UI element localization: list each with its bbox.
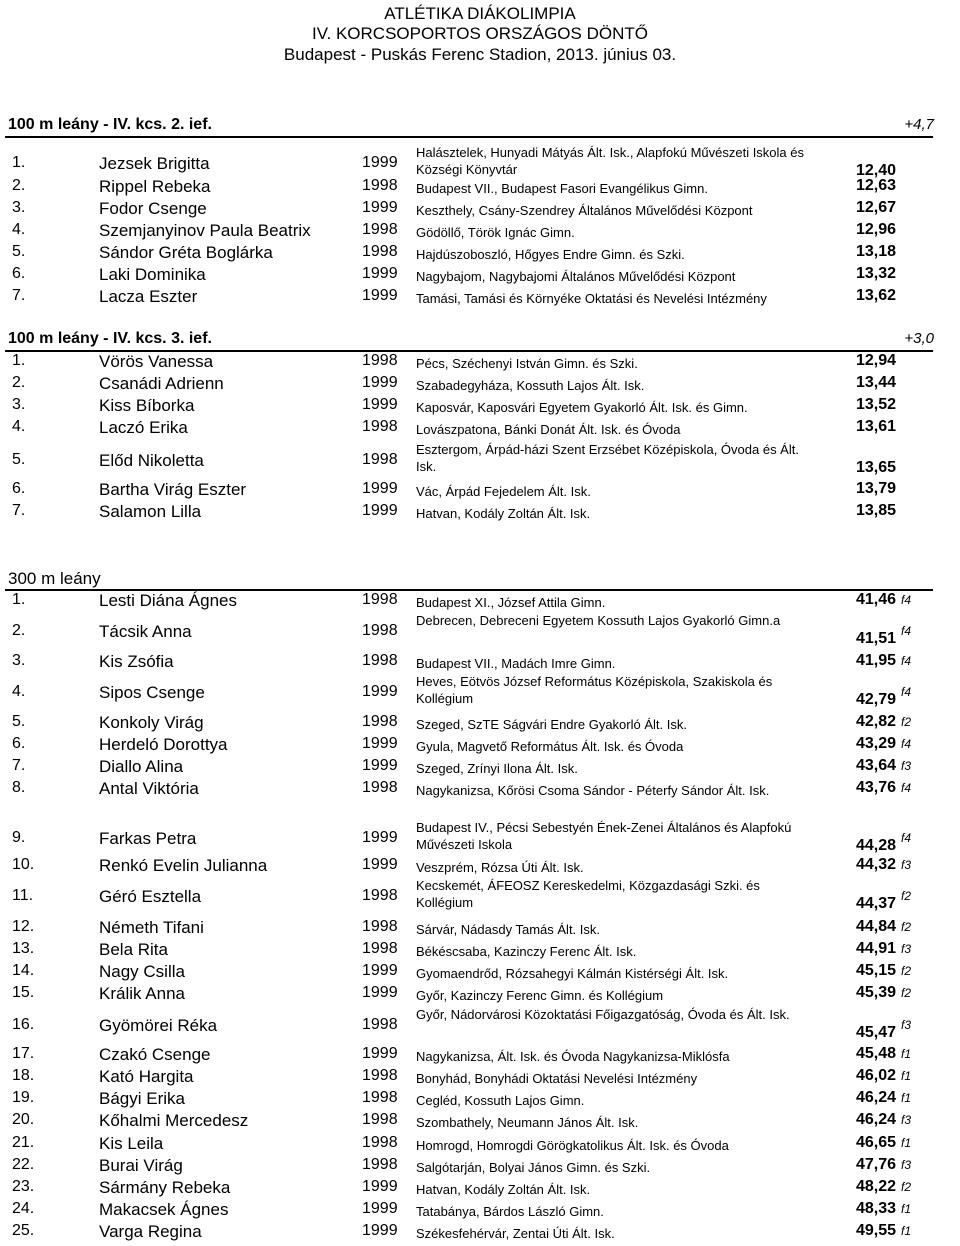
result-time: 45,48 — [855, 1045, 896, 1062]
heat-flag: f4 — [901, 737, 912, 751]
result-time: 46,24 — [855, 1111, 896, 1128]
school-name: Veszprém, Rózsa Úti Ált. Isk. — [416, 860, 584, 875]
athlete-name: Sipos Csenge — [99, 683, 205, 702]
school-name: Hajdúszoboszló, Hőgyes Endre Gimn. és Szki. — [416, 247, 685, 262]
rank: 1. — [12, 154, 26, 171]
rank: 15. — [12, 984, 35, 1001]
athlete-name: Fodor Csenge — [99, 199, 207, 218]
result-row — [0, 940, 960, 962]
section-title: 100 m leány - IV. kcs. 2. ief. — [8, 116, 212, 133]
heat-flag: f1 — [901, 1202, 912, 1216]
school-name: Gödöllő, Török Ignác Gimn. — [416, 225, 575, 240]
result-row — [0, 673, 960, 711]
event-subtitle: IV. KORCSOPORTOS ORSZÁGOS DÖNTŐ — [312, 24, 648, 43]
wind-reading: +3,0 — [904, 330, 934, 347]
result-row — [0, 1045, 960, 1067]
result-time: 46,65 — [855, 1134, 896, 1151]
result-time: 13,44 — [855, 374, 896, 391]
rank: 4. — [12, 683, 26, 700]
athlete-name: Előd Nikoletta — [99, 451, 204, 470]
birth-year: 1999 — [362, 1178, 398, 1195]
birth-year: 1998 — [362, 652, 398, 669]
result-row — [0, 779, 960, 801]
heat-flag: f2 — [901, 964, 912, 978]
school-name: Pécs, Széchenyi István Gimn. és Szki. — [416, 356, 638, 371]
rank: 3. — [12, 396, 26, 413]
heat-flag: f3 — [901, 1113, 912, 1127]
rank: 19. — [12, 1089, 35, 1106]
school-name: Szombathely, Neumann János Ált. Isk. — [416, 1115, 639, 1130]
school-name: Salgótarján, Bolyai János Gimn. és Szki. — [416, 1160, 651, 1175]
result-time: 44,37 — [855, 895, 896, 912]
result-row — [0, 757, 960, 779]
result-time: 46,24 — [855, 1089, 896, 1106]
rank: 17. — [12, 1045, 35, 1062]
result-time: 45,15 — [855, 962, 896, 979]
result-time: 45,47 — [855, 1024, 896, 1041]
athlete-name: Sándor Gréta Boglárka — [99, 243, 273, 262]
birth-year: 1999 — [362, 962, 398, 979]
result-time: 13,52 — [855, 396, 896, 413]
birth-year: 1999 — [362, 374, 398, 391]
birth-year: 1998 — [362, 1134, 398, 1151]
result-row — [0, 199, 960, 221]
result-time: 13,61 — [855, 418, 896, 435]
school-name: Gyomaendrőd, Rózsahegyi Kálmán Kistérségi Ált. Isk. — [416, 966, 729, 981]
heat-flag: f2 — [901, 986, 912, 1000]
birth-year: 1999 — [362, 757, 398, 774]
heat-flag: f1 — [901, 1091, 912, 1105]
athlete-name: Antal Viktória — [99, 779, 199, 798]
athlete-name: Rippel Rebeka — [99, 177, 211, 196]
athlete-name: Diallo Alina — [99, 757, 184, 776]
result-row — [0, 1156, 960, 1178]
heat-flag: f4 — [901, 831, 912, 845]
birth-year: 1999 — [362, 829, 398, 846]
school-name: Sárvár, Nádasdy Tamás Ált. Isk. — [416, 922, 600, 937]
rank: 14. — [12, 962, 35, 979]
result-row — [0, 1222, 960, 1244]
birth-year: 1998 — [362, 177, 398, 194]
rank: 7. — [12, 757, 26, 774]
athlete-name: Szemjanyinov Paula Beatrix — [99, 221, 311, 240]
athlete-name: Konkoly Virág — [99, 713, 204, 732]
result-row — [0, 877, 960, 915]
result-row — [0, 713, 960, 735]
athlete-name: Lacza Eszter — [99, 287, 198, 306]
result-time: 13,65 — [855, 459, 896, 476]
school-name: Nagykanizsa, Kőrösi Csoma Sándor - Péterfy Sándor Ált. Isk. — [416, 783, 770, 798]
school-name: Cegléd, Kossuth Lajos Gimn. — [416, 1093, 585, 1108]
birth-year: 1999 — [362, 984, 398, 1001]
birth-year: 1998 — [362, 622, 398, 639]
result-time: 41,46 — [855, 591, 896, 608]
heat-flag: f1 — [901, 1224, 912, 1238]
school-name: Nagybajom, Nagybajomi Általános Művelődési Központ — [416, 269, 736, 284]
result-row — [0, 1006, 960, 1044]
athlete-name: Bágyi Erika — [99, 1089, 185, 1108]
section-divider — [5, 136, 933, 138]
result-row — [0, 1067, 960, 1089]
school-name: Kaposvár, Kaposvári Egyetem Gyakorló Ált. Isk. és Gimn. — [416, 400, 748, 415]
school-name: Heves, Eötvös József Református Középiskola, Szakiskola és Kollégium — [416, 674, 773, 706]
rank: 13. — [12, 940, 35, 957]
heat-flag: f3 — [901, 759, 912, 773]
birth-year: 1998 — [362, 918, 398, 935]
athlete-name: Salamon Lilla — [99, 502, 202, 521]
athlete-name: Kató Hargita — [99, 1067, 194, 1086]
result-row — [0, 418, 960, 440]
rank: 5. — [12, 451, 26, 468]
birth-year: 1998 — [362, 243, 398, 260]
result-time: 13,85 — [855, 502, 896, 519]
result-time: 42,82 — [855, 713, 896, 730]
athlete-name: Renkó Evelin Julianna — [99, 856, 268, 875]
athlete-name: Jezsek Brigitta — [99, 154, 210, 173]
athlete-name: Németh Tifani — [99, 918, 204, 937]
birth-year: 1998 — [362, 1156, 398, 1173]
event-title: ATLÉTIKA DIÁKOLIMPIA — [384, 4, 576, 23]
athlete-name: Géró Esztella — [99, 887, 202, 906]
birth-year: 1999 — [362, 502, 398, 519]
result-row — [0, 352, 960, 374]
heat-flag: f4 — [901, 624, 912, 638]
result-time: 45,39 — [855, 984, 896, 1001]
birth-year: 1998 — [362, 1089, 398, 1106]
result-time: 44,91 — [855, 940, 896, 957]
athlete-name: Makacsek Ágnes — [99, 1200, 229, 1219]
athlete-name: Czakó Csenge — [99, 1045, 211, 1064]
rank: 1. — [12, 352, 26, 369]
school-name: Szeged, SzTE Ságvári Endre Gyakorló Ált. Isk. — [416, 717, 687, 732]
school-name: Budapest VII., Budapest Fasori Evangélikus Gimn. — [416, 181, 708, 196]
athlete-name: Burai Virág — [99, 1156, 183, 1175]
result-time: 13,32 — [855, 265, 896, 282]
result-time: 12,96 — [855, 221, 896, 238]
birth-year: 1999 — [362, 1222, 398, 1239]
rank: 8. — [12, 779, 26, 796]
birth-year: 1998 — [362, 779, 398, 796]
birth-year: 1998 — [362, 221, 398, 238]
result-row — [0, 819, 960, 857]
result-row — [0, 243, 960, 265]
rank: 3. — [12, 199, 26, 216]
result-time: 12,67 — [855, 199, 896, 216]
rank: 4. — [12, 221, 26, 238]
result-row — [0, 1111, 960, 1133]
result-time: 48,22 — [855, 1178, 896, 1195]
birth-year: 1999 — [362, 856, 398, 873]
athlete-name: Gyömörei Réka — [99, 1016, 218, 1035]
result-time: 41,51 — [855, 630, 896, 647]
athlete-name: Kiss Bíborka — [99, 396, 195, 415]
rank: 7. — [12, 502, 26, 519]
rank: 5. — [12, 243, 26, 260]
birth-year: 1998 — [362, 352, 398, 369]
school-name: Békéscsaba, Kazinczy Ferenc Ált. Isk. — [416, 944, 637, 959]
result-time: 43,64 — [855, 757, 896, 774]
result-row — [0, 265, 960, 287]
result-row — [0, 962, 960, 984]
athlete-name: Tácsik Anna — [99, 622, 192, 641]
rank: 16. — [12, 1016, 35, 1033]
result-row — [0, 1134, 960, 1156]
athlete-name: Varga Regina — [99, 1222, 202, 1241]
school-name: Vác, Árpád Fejedelem Ált. Isk. — [416, 484, 591, 499]
birth-year: 1998 — [362, 1016, 398, 1033]
heat-flag: f3 — [901, 942, 912, 956]
birth-year: 1999 — [362, 265, 398, 282]
birth-year: 1998 — [362, 418, 398, 435]
result-time: 44,84 — [855, 918, 896, 935]
result-time: 42,79 — [855, 691, 896, 708]
result-time: 13,62 — [855, 287, 896, 304]
athlete-name: Bartha Virág Eszter — [99, 480, 247, 499]
school-name: Tatabánya, Bárdos László Gimn. — [416, 1204, 604, 1219]
rank: 21. — [12, 1134, 35, 1151]
heat-flag: f4 — [901, 781, 912, 795]
school-name: Budapest XI., József Attila Gimn. — [416, 595, 606, 610]
result-row — [0, 984, 960, 1006]
result-row — [0, 441, 960, 479]
rank: 4. — [12, 418, 26, 435]
rank: 2. — [12, 177, 26, 194]
heat-flag: f2 — [901, 1180, 912, 1194]
heat-flag: f4 — [901, 654, 912, 668]
athlete-name: Csanádi Adrienn — [99, 374, 224, 393]
birth-year: 1999 — [362, 735, 398, 752]
athlete-name: Sármány Rebeka — [99, 1178, 231, 1197]
athlete-name: Laczó Erika — [99, 418, 188, 437]
section-title: 300 m leány — [8, 569, 101, 588]
athlete-name: Kőhalmi Mercedesz — [99, 1111, 249, 1130]
birth-year: 1998 — [362, 887, 398, 904]
athlete-name: Farkas Petra — [99, 829, 197, 848]
school-name: Nagykanizsa, Ált. Isk. és Óvoda Nagykanizsa-Miklósfa — [416, 1049, 730, 1064]
result-time: 13,79 — [855, 480, 896, 497]
school-name: Hatvan, Kodály Zoltán Ált. Isk. — [416, 506, 591, 521]
birth-year: 1999 — [362, 154, 398, 171]
school-name: Székesfehérvár, Zentai Úti Ált. Isk. — [416, 1226, 615, 1241]
heat-flag: f1 — [901, 1069, 912, 1083]
school-name: Szabadegyháza, Kossuth Lajos Ált. Isk. — [416, 378, 645, 393]
rank: 2. — [12, 374, 26, 391]
result-row — [0, 1089, 960, 1111]
result-time: 43,29 — [855, 735, 896, 752]
result-time: 41,95 — [855, 652, 896, 669]
rank: 7. — [12, 287, 26, 304]
heat-flag: f1 — [901, 1136, 912, 1150]
result-time: 12,63 — [855, 177, 896, 194]
athlete-name: Králik Anna — [99, 984, 185, 1003]
birth-year: 1998 — [362, 1067, 398, 1084]
heat-flag: f3 — [901, 1158, 912, 1172]
rank: 6. — [12, 735, 26, 752]
school-name: Budapest IV., Pécsi Sebestyén Ének-Zenei Általános és Alapfokú Művészeti Iskola — [416, 820, 792, 852]
birth-year: 1998 — [362, 451, 398, 468]
birth-year: 1999 — [362, 683, 398, 700]
result-row — [0, 396, 960, 418]
birth-year: 1999 — [362, 199, 398, 216]
rank: 10. — [12, 856, 35, 873]
birth-year: 1999 — [362, 1200, 398, 1217]
heat-flag: f1 — [901, 1047, 912, 1061]
rank: 20. — [12, 1111, 35, 1128]
result-time: 12,40 — [855, 162, 896, 179]
result-time: 43,76 — [855, 779, 896, 796]
rank: 24. — [12, 1200, 35, 1217]
birth-year: 1999 — [362, 480, 398, 497]
athlete-name: Lesti Diána Ágnes — [99, 591, 237, 610]
rank: 1. — [12, 591, 26, 608]
birth-year: 1998 — [362, 1111, 398, 1128]
heat-flag: f3 — [901, 858, 912, 872]
school-name: Lovászpatona, Bánki Donát Ált. Isk. és Óvoda — [416, 422, 681, 437]
athlete-name: Herdeló Dorottya — [99, 735, 228, 754]
result-time: 49,55 — [855, 1222, 896, 1239]
result-row — [0, 177, 960, 199]
birth-year: 1999 — [362, 287, 398, 304]
athlete-name: Vörös Vanessa — [99, 352, 214, 371]
athlete-name: Nagy Csilla — [99, 962, 185, 981]
athlete-name: Kis Zsófia — [99, 652, 174, 671]
school-name: Esztergom, Árpád-házi Szent Erzsébet Középiskola, Óvoda és Ált. Isk. — [416, 442, 799, 474]
result-time: 44,28 — [855, 837, 896, 854]
heat-flag: f4 — [901, 593, 912, 607]
result-time: 44,32 — [855, 856, 896, 873]
result-time: 13,18 — [855, 243, 896, 260]
result-row — [0, 735, 960, 757]
result-row — [0, 591, 960, 613]
heat-flag: f2 — [901, 715, 912, 729]
rank: 25. — [12, 1222, 35, 1239]
athlete-name: Laki Dominika — [99, 265, 206, 284]
rank: 6. — [12, 480, 26, 497]
rank: 6. — [12, 265, 26, 282]
heat-flag: f3 — [901, 1018, 912, 1032]
result-time: 47,76 — [855, 1156, 896, 1173]
school-name: Hatvan, Kodály Zoltán Ált. Isk. — [416, 1182, 591, 1197]
result-row — [0, 612, 960, 650]
rank: 3. — [12, 652, 26, 669]
school-name: Gyula, Magvető Református Ált. Isk. és Óvoda — [416, 739, 684, 754]
rank: 12. — [12, 918, 35, 935]
rank: 18. — [12, 1067, 35, 1084]
athlete-name: Bela Rita — [99, 940, 168, 959]
result-row — [0, 652, 960, 674]
rank: 2. — [12, 622, 26, 639]
school-name: Szeged, Zrínyi Ilona Ált. Isk. — [416, 761, 578, 776]
result-row — [0, 1178, 960, 1200]
rank: 5. — [12, 713, 26, 730]
birth-year: 1998 — [362, 713, 398, 730]
heat-flag: f2 — [901, 920, 912, 934]
birth-year: 1999 — [362, 1045, 398, 1062]
school-name: Győr, Nádorvárosi Közoktatási Főigazgatóság, Óvoda és Ált. Isk. — [416, 1007, 790, 1022]
rank: 11. — [12, 887, 34, 904]
result-row — [0, 502, 960, 524]
result-row — [0, 221, 960, 243]
wind-reading: +4,7 — [904, 116, 934, 133]
result-row — [0, 856, 960, 878]
school-name: Debrecen, Debreceni Egyetem Kossuth Lajos Gyakorló Gimn.a — [416, 613, 781, 628]
school-name: Budapest VII., Madách Imre Gimn. — [416, 656, 616, 671]
school-name: Kecskemét, ÁFEOSZ Kereskedelmi, Közgazdasági Szki. és Kollégium — [416, 878, 760, 910]
birth-year: 1998 — [362, 591, 398, 608]
athlete-name: Kis Leila — [99, 1134, 164, 1153]
school-name: Bonyhád, Bonyhádi Oktatási Nevelési Intézmény — [416, 1071, 698, 1086]
school-name: Győr, Kazinczy Ferenc Gimn. és Kollégium — [416, 988, 664, 1003]
school-name: Tamási, Tamási és Környéke Oktatási és Nevelési Intézmény — [416, 291, 767, 306]
school-name: Homrogd, Homrogdi Görögkatolikus Ált. Isk. és Óvoda — [416, 1138, 729, 1153]
result-time: 12,94 — [855, 352, 896, 369]
birth-year: 1998 — [362, 940, 398, 957]
result-time: 48,33 — [855, 1200, 896, 1217]
birth-year: 1999 — [362, 396, 398, 413]
rank: 9. — [12, 829, 26, 846]
result-row — [0, 1200, 960, 1222]
rank: 23. — [12, 1178, 35, 1195]
school-name: Keszthely, Csány-Szendrey Általános Művelődési Központ — [416, 203, 753, 218]
result-row — [0, 480, 960, 502]
event-venue-date: Budapest - Puskás Ferenc Stadion, 2013. június 03. — [283, 45, 677, 64]
result-time: 46,02 — [855, 1067, 896, 1084]
heat-flag: f4 — [901, 685, 912, 699]
section-title: 100 m leány - IV. kcs. 3. ief. — [8, 330, 212, 347]
result-row — [0, 918, 960, 940]
rank: 22. — [12, 1156, 35, 1173]
school-name: Halásztelek, Hunyadi Mátyás Ált. Isk., Alapfokú Művészeti Iskola és Községi Könyvtár — [416, 145, 805, 177]
result-row — [0, 374, 960, 396]
result-row — [0, 287, 960, 309]
heat-flag: f2 — [901, 889, 912, 903]
